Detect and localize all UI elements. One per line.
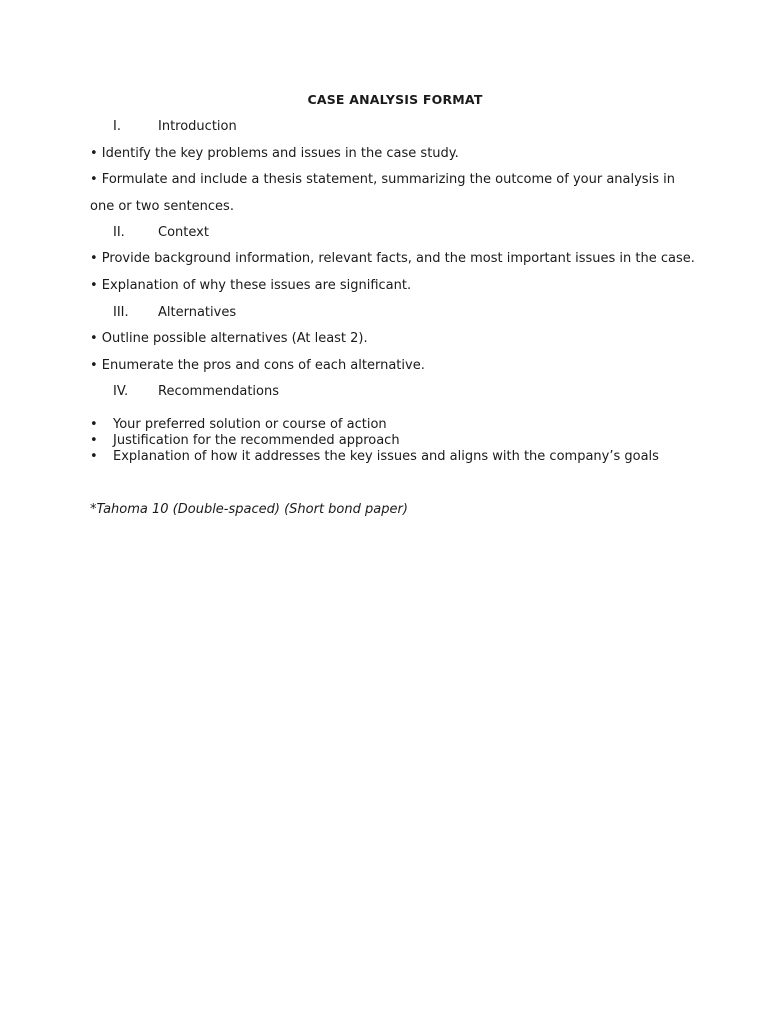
bullet-glyph: • [90, 433, 98, 448]
section-heading-label: Context [158, 225, 209, 240]
section-numeral: I. [113, 119, 121, 134]
document-title: CASE ANALYSIS FORMAT [307, 92, 483, 107]
section-heading-label: Alternatives [158, 305, 237, 320]
body-line: • Enumerate the pros and cons of each alternative. [90, 358, 425, 373]
list-item-text: Explanation of how it addresses the key issues and aligns with the company’s goals [113, 449, 659, 464]
section-heading-label: Recommendations [158, 384, 280, 399]
list-item-text: Justification for the recommended approach [113, 433, 400, 448]
formatting-note: *Tahoma 10 (Double-spaced) (Short bond paper) [90, 502, 408, 517]
body-line: • Explanation of why these issues are significant. [90, 278, 412, 293]
body-line: • Outline possible alternatives (At least 2). [90, 331, 368, 346]
bullet-glyph: • [90, 417, 98, 432]
body-line: one or two sentences. [90, 199, 234, 214]
section-numeral: III. [113, 305, 129, 320]
body-line: • Identify the key problems and issues in the case study. [90, 146, 459, 161]
bullet-glyph: • [90, 449, 98, 464]
body-line: • Formulate and include a thesis statement, summarizing the outcome of your analysis in [90, 172, 675, 187]
section-numeral: II. [113, 225, 125, 240]
section-heading-label: Introduction [158, 119, 237, 134]
list-item-text: Your preferred solution or course of action [113, 417, 387, 432]
section-numeral: IV. [113, 384, 129, 399]
body-line: • Provide background information, relevant facts, and the most important issues in the case. [90, 251, 695, 266]
